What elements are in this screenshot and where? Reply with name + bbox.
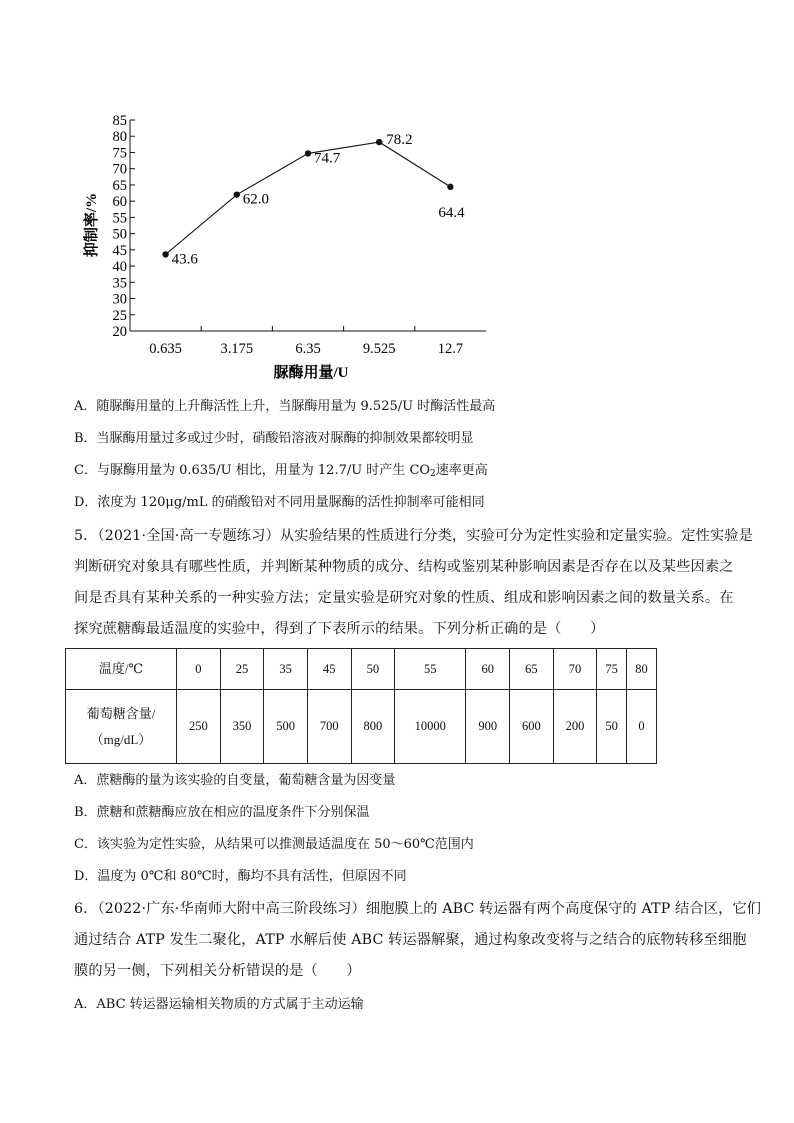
- q5-stem-line-1: 5．（2021·全国·高一专题练习）从实验结果的性质进行分类，实验可分为定性实验和定量实验。定性实验是: [74, 528, 753, 544]
- series-polyline: [166, 142, 451, 254]
- y-tick-label: 75: [112, 145, 127, 162]
- x-tick-label: 9.525: [362, 341, 396, 357]
- table-cell-glucose: 200: [553, 690, 597, 764]
- data-label: 43.6: [171, 251, 198, 268]
- table-header-glucose: [66, 690, 177, 764]
- x-tick-label: 6.35: [295, 341, 321, 357]
- table-cell-glucose: 10000: [395, 690, 466, 764]
- data-label: 62.0: [242, 191, 270, 208]
- data-label: 74.7: [314, 150, 341, 167]
- q4-option-c: [74, 461, 734, 481]
- data-point: [376, 139, 382, 145]
- table-cell-temp: 55: [395, 649, 466, 690]
- data-point: [234, 191, 240, 197]
- y-tick-label: 70: [112, 161, 127, 178]
- q5-option-d: D．温度为 0℃和 80℃时，酶均不具有活性，但原因不同: [74, 869, 407, 884]
- y-axis-label: 抑制率/%: [84, 192, 100, 258]
- y-tick-label: 35: [112, 275, 127, 292]
- q4-option-a: A．随脲酶用量的上升酶活性上升，当脲酶用量为 9.525/U 时酶活性最高: [74, 399, 496, 414]
- y-tick-label: 65: [112, 177, 127, 194]
- q5-option-c: C．该实验为定性实验，从结果可以推测最适温度在 50～60℃范围内: [74, 837, 474, 852]
- q5-option-b: B．蔗糖和蔗糖酶应放在相应的温度条件下分别保温: [74, 805, 370, 820]
- table-row-glucose: [66, 690, 657, 764]
- table-cell-temp: 45: [307, 649, 351, 690]
- y-tick-label: 55: [112, 210, 127, 227]
- data-label: 64.4: [438, 204, 465, 221]
- y-tick-label: 85: [112, 113, 127, 129]
- table-header-glucose-l1: 葡萄糖含量/: [86, 705, 156, 721]
- q4-option-c-subscript: 2: [430, 469, 436, 479]
- y-tick-label: 50: [112, 226, 127, 243]
- q6-option-a: A．ABC 转运器运输相关物质的方式属于主动运输: [74, 997, 364, 1012]
- table-cell-temp: 25: [220, 649, 264, 690]
- q5-option-a: A．蔗糖酶的量为该实验的自变量，葡萄糖含量为因变量: [74, 773, 396, 788]
- q4-option-b: B．当脲酶用量过多或过少时，硝酸铅溶液对脲酶的抑制效果都较明显: [74, 431, 474, 446]
- y-tick-label: 40: [112, 259, 127, 276]
- q6-stem: [74, 894, 762, 987]
- data-point: [447, 184, 453, 190]
- table-cell-glucose: 900: [466, 690, 510, 764]
- table-cell-temp: 65: [510, 649, 554, 690]
- q4-option-c-text: C．与脲酶用量为 0.635/U 相比，用量为 12.7/U 时产生 CO: [74, 463, 431, 478]
- x-tick-label: 12.7: [437, 341, 464, 357]
- x-axis: [130, 326, 486, 357]
- table-cell-glucose: 500: [264, 690, 308, 764]
- q4-option-c-tail: 速率更高: [435, 463, 488, 478]
- table-cell-temp: 50: [351, 649, 395, 690]
- y-tick-label: 20: [112, 324, 127, 340]
- temperature-glucose-table: [65, 648, 657, 764]
- q5-stem-line-2: 判断研究对象具有哪些性质，并判断某种物质的成分、结构或鉴别某种影响因素是否存在以及某些因素之: [74, 559, 734, 575]
- data-point: [162, 251, 168, 257]
- table-row-temperature: [66, 649, 657, 690]
- inhibition-rate-line-chart: [70, 105, 500, 385]
- q6-stem-line-2: 通过结合 ATP 发生二聚化，ATP 水解后使 ABC 转运器解聚，通过构象改变将与之结合的底物转移至细胞: [74, 932, 747, 948]
- q5-stem: [74, 521, 753, 645]
- q6-stem-line-3: 膜的另一侧，下列相关分析错误的是（ ）: [74, 963, 361, 979]
- table-header-temperature: 温度/℃: [66, 649, 177, 690]
- y-axis: [113, 113, 136, 340]
- table-cell-glucose: 700: [307, 690, 351, 764]
- data-point: [305, 150, 311, 156]
- x-tick-label: 3.175: [220, 341, 254, 357]
- table-header-glucose-l2: （mg/dL）: [90, 731, 152, 747]
- table-cell-glucose: 800: [351, 690, 395, 764]
- q5-stem-line-3: 间是否具有某种关系的一种实验方法；定量实验是研究对象的性质、组成和影响因素之间的数量关系。在: [74, 590, 734, 606]
- table-cell-temp: 70: [553, 649, 597, 690]
- table-cell-glucose: 50: [597, 690, 627, 764]
- y-tick-label: 60: [112, 194, 127, 211]
- q5-stem-line-4: 探究蔗糖酶最适温度的实验中，得到了下表所示的结果。下列分析正确的是（ ）: [74, 621, 605, 637]
- q6-stem-line-1: 6．（2022·广东·华南师大附中高三阶段练习）细胞膜上的 ABC 转运器有两个高度保守的 ATP 结合区，它们: [74, 901, 762, 917]
- table-cell-glucose: 250: [177, 690, 221, 764]
- table-cell-temp: 35: [264, 649, 308, 690]
- table-cell-temp: 60: [466, 649, 510, 690]
- y-tick-label: 30: [112, 291, 127, 308]
- series-line: [162, 132, 465, 267]
- table-cell-temp: 0: [177, 649, 221, 690]
- y-tick-label: 45: [112, 242, 127, 259]
- x-tick-label: 0.635: [149, 341, 182, 357]
- table-cell-temp: 75: [597, 649, 627, 690]
- y-tick-label: 25: [112, 307, 127, 324]
- table-cell-glucose: 600: [510, 690, 554, 764]
- table-cell-glucose: 350: [220, 690, 264, 764]
- table-cell-glucose: 0: [627, 690, 657, 764]
- data-label: 78.2: [386, 132, 413, 149]
- y-tick-label: 80: [112, 129, 127, 146]
- x-axis-label: 脲酶用量/U: [273, 365, 349, 381]
- q4-option-d: D．浓度为 120μg/mL 的硝酸铅对不同用量脲酶的活性抑制率可能相同: [74, 495, 485, 510]
- table-cell-temp: 80: [627, 649, 657, 690]
